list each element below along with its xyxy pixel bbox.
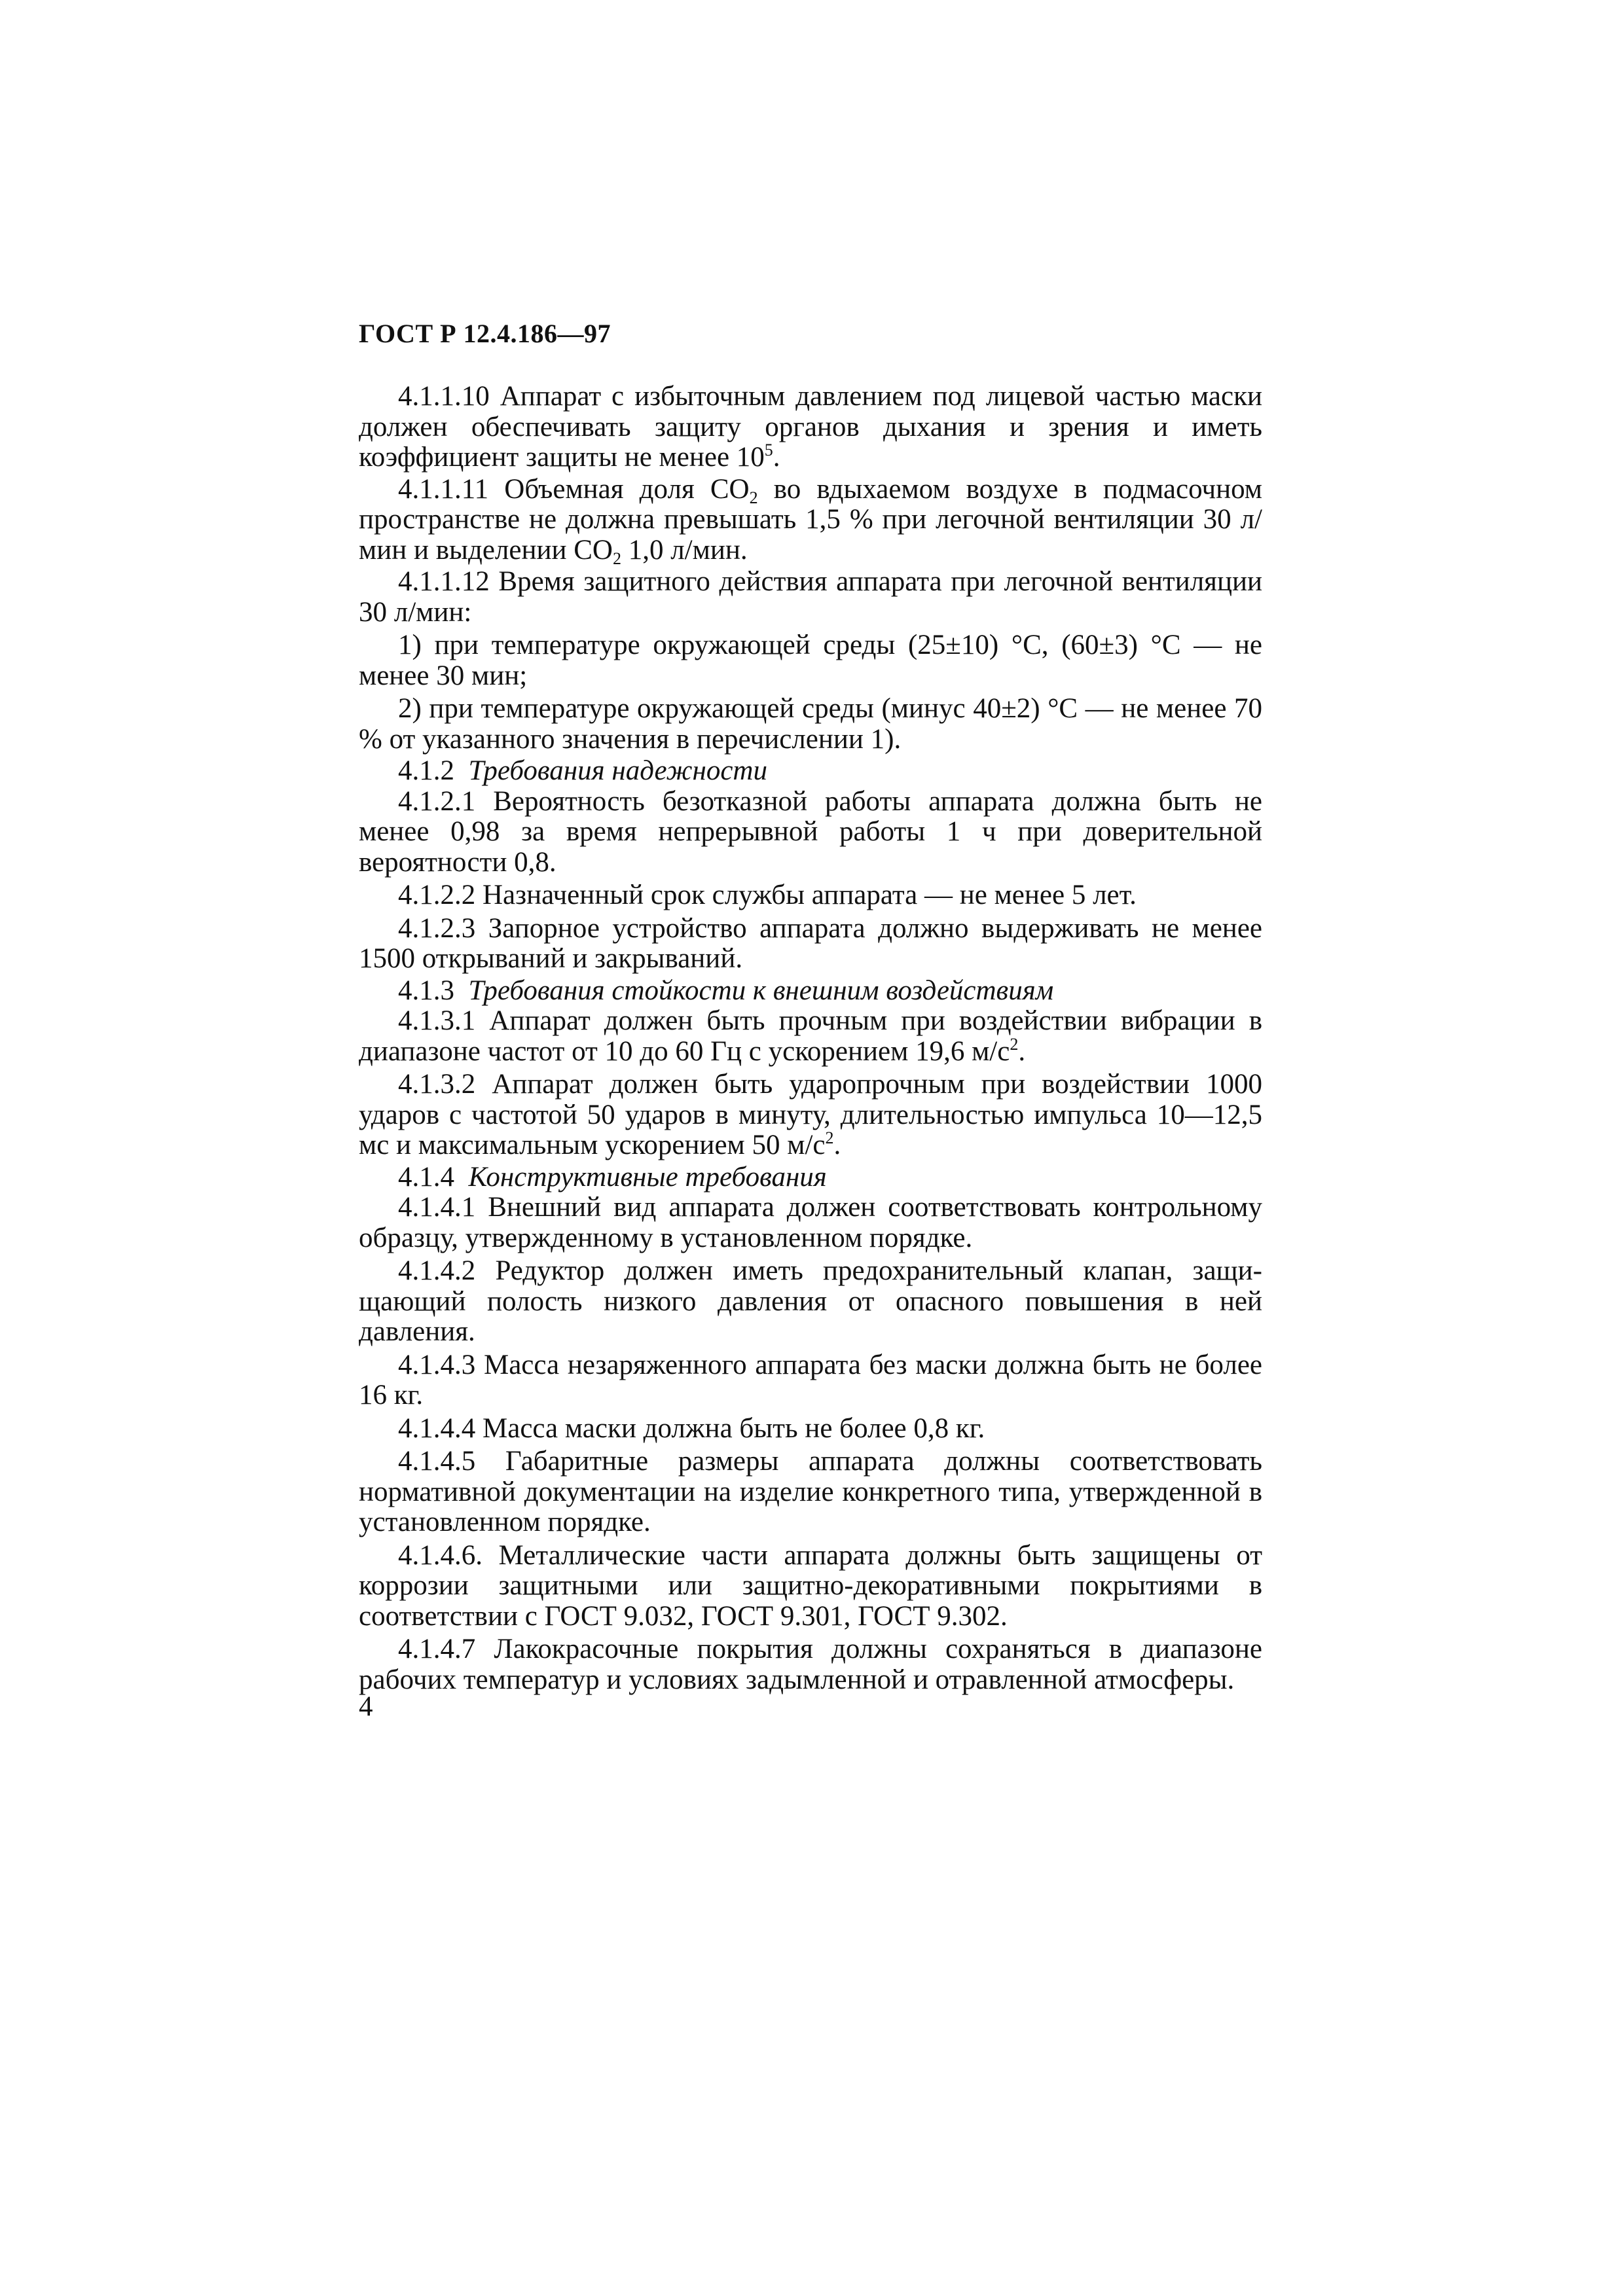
page-header: ГОСТ Р 12.4.186—97	[359, 319, 611, 348]
clause-4-1-3-2: 4.1.3.2 Аппарат должен быть ударопрочным при воздействии 1000 ударов с частотой 50 ударов в минуту, длительностью импульса 10—12,5 мс и максимальным ускорением 50 $м/с^2$.	[359, 1069, 1262, 1160]
list-item-1: 1) при температуре окружающей среды (25±10) °С, (60±3) °С — не менее 30 мин;	[359, 630, 1262, 691]
list-item-2: 2) при температуре окружающей среды (минус 40±2) °С — не менее 70 % от указанного значения в перечислении 1).	[359, 693, 1262, 755]
section-title-4-1-3: Требования стойкости к внешним воздействиям	[468, 975, 1054, 1006]
clause-4-1-1-12: 4.1.1.12 Время защитного действия аппарата при легочной вентиляции 30 л/мин:	[359, 566, 1262, 628]
section-title-4-1-2: Требования надежности	[468, 755, 767, 786]
clause-4-1-2-1: 4.1.2.1 Вероятность безотказной работы аппарата должна быть не менее 0,98 за время непрерывной работы 1 ч при доверительной вероятности 0,8.	[359, 785, 1262, 878]
clause-4-1-1-10: 4.1.1.10 Аппарат с избыточным давлением под лицевой частью маски должен обеспечивать защиту органов дыхания и зрения и иметь коэффициент защиты не менее $10^5$.	[359, 381, 1262, 473]
clause-4-1-4-4: 4.1.4.4 Масса маски должна быть не более 0,8 кг.	[398, 1412, 985, 1444]
page-number: 4	[359, 1691, 373, 1722]
section-title-4-1-4: Конструктивные требования	[468, 1161, 827, 1193]
clause-4-1-4-2: 4.1.4.2 Редуктор должен иметь предохранительный клапан, защищающий полость низкого давления от опасного повышения в ней давления.	[359, 1255, 1262, 1347]
section-heading-4-1-2: 4.1.2 Требования надежности	[398, 755, 767, 786]
section-heading-4-1-4: 4.1.4 Конструктивные требования	[398, 1161, 827, 1193]
clause-4-1-1-11: 4.1.1.11 Объемная доля $CO_2$ во вдыхаемом воздухе в подмасочном пространстве не должна превышать 1,5 % при легочной вентиляции 30 л/мин и выделении $CO_2$ 1,0 л/мин.	[359, 473, 1262, 568]
clause-4-1-2-3: 4.1.2.3 Запорное устройство аппарата должно выдерживать не менее 1500 открываний и закрываний.	[359, 912, 1262, 974]
clause-4-1-4-6: 4.1.4.6. Металлические части аппарата должны быть защищены от коррозии защитными или защитно-декоративными покрытиями в соответствии с ГОСТ 9.032, ГОСТ 9.301, ГОСТ 9.302.	[359, 1539, 1262, 1632]
clause-4-1-4-3: 4.1.4.3 Масса незаряженного аппарата без маски должна быть не более 16 кг.	[359, 1349, 1262, 1410]
clause-4-1-3-1: 4.1.3.1 Аппарат должен быть прочным при воздействии вибрации в диапазоне частот от 10 до 60 Гц с ускорением 19,6 $м/с^2$.	[359, 1005, 1262, 1067]
clause-4-1-4-5: 4.1.4.5 Габаритные размеры аппарата должны соответствовать нормативной документации на изделие конкретного типа, утвержденной в установленном порядке.	[359, 1446, 1262, 1537]
clause-4-1-4-7: 4.1.4.7 Лакокрасочные покрытия должны сохраняться в диапазоне рабочих температур и условиях задымленной и отравленной атмосферы.	[359, 1634, 1262, 1695]
section-heading-4-1-3: 4.1.3 Требования стойкости к внешним воздействиям	[398, 975, 1054, 1006]
clause-4-1-4-1: 4.1.4.1 Внешний вид аппарата должен соответствовать контрольному образцу, утвержденному в установленном порядке.	[359, 1192, 1262, 1253]
document-body	[359, 382, 1262, 1696]
clause-4-1-2-2: 4.1.2.2 Назначенный срок службы аппарата — не менее 5 лет.	[398, 880, 1137, 910]
